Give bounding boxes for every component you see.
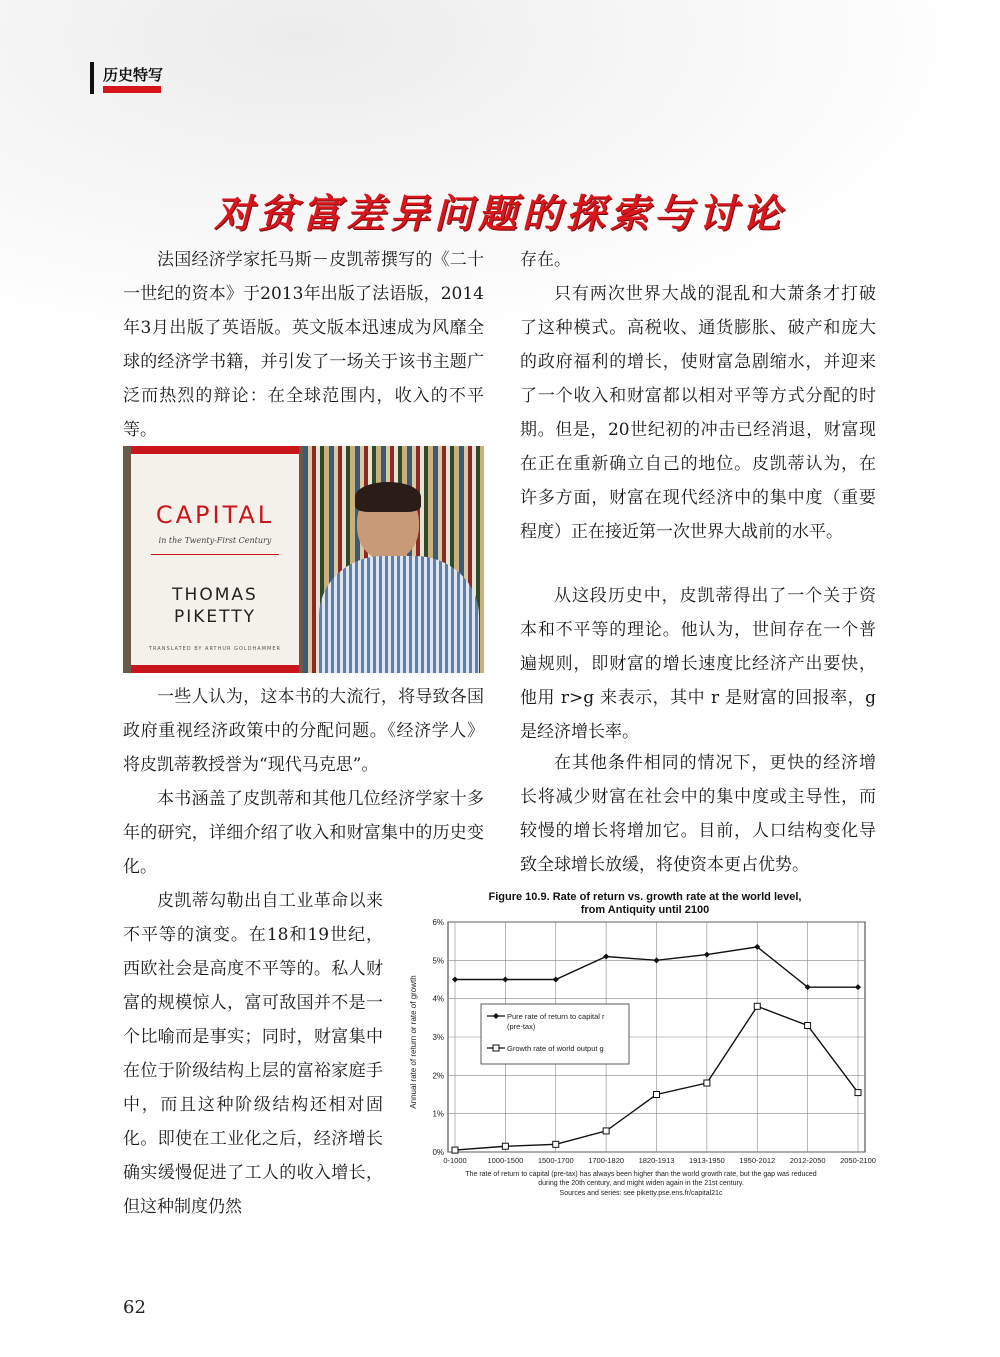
- data-point-growth-g: [855, 1090, 861, 1096]
- y-tick-label: 4%: [432, 994, 444, 1004]
- x-tick-labels: [443, 1156, 876, 1165]
- x-tick-label: 1700-1820: [588, 1156, 625, 1165]
- data-point-return-r: [855, 984, 861, 990]
- article-title: 对贫富差异问题的探索与讨论: [213, 192, 786, 237]
- data-point-growth-g: [754, 1003, 760, 1009]
- chart-title-line-1: Figure 10.9. Rate of return vs. growth rate at the world level,: [488, 891, 802, 903]
- chart-figure: [405, 884, 876, 1206]
- chart-legend: [481, 1004, 629, 1064]
- legend-label-growth-g: Growth rate of world output g: [507, 1044, 604, 1053]
- y-tick-label: 3%: [432, 1033, 444, 1042]
- data-point-return-r: [603, 954, 609, 960]
- data-point-return-r: [654, 957, 660, 963]
- data-point-growth-g: [553, 1141, 559, 1147]
- book-subtitle: in the Twenty-First Century: [158, 536, 272, 545]
- paragraph-theory: 从这段历史中，皮凯蒂得出了一个关于资本和不平等的理论。他认为，世间存在一个普遍规则，即财富的增长速度比经济产出要快，他用 r>g 来表示，其中 r 是财富的回报率，g 是经济增长率。: [520, 586, 876, 742]
- x-tick-label: 1000-1500: [487, 1156, 524, 1165]
- y-tick-label: 0%: [432, 1148, 444, 1157]
- data-point-return-r: [553, 977, 559, 983]
- paragraph-continued: 存在。: [520, 250, 571, 270]
- book-title: CAPITAL: [155, 501, 275, 529]
- legend-marker-growth-g: [493, 1045, 499, 1051]
- line-chart: [405, 884, 876, 1206]
- author-portrait: [319, 486, 469, 673]
- x-tick-label: 1820-1913: [638, 1156, 675, 1165]
- book-photo: [123, 446, 484, 673]
- y-tick-labels: [432, 918, 444, 1157]
- data-point-growth-g: [452, 1147, 458, 1153]
- x-tick-label: 1913-1950: [688, 1156, 725, 1165]
- paragraph-history: 皮凯蒂勾勒出自工业革命以来不平等的演变。在18和19世纪，西欧社会是高度不平等的。私人财富的规模惊人，富可敌国并不是一个比喻而是事实；同时，财富集中在位于阶级结构上层的富裕家庭手中，而且这种阶级结构还相对固化。即使在工业化之后，经济增长确实缓慢促进了工人的收入增长，但这种制度仍然: [123, 891, 383, 1217]
- chart-note-line-2: during the 20th century, and might widen again in the 21st century.: [538, 1180, 744, 1187]
- x-tick-label: 1500-1700: [537, 1156, 574, 1165]
- data-point-growth-g: [603, 1128, 609, 1134]
- y-tick-label: 1%: [432, 1109, 444, 1119]
- paragraph-wars: 只有两次世界大战的混乱和大萧条才打破了这种模式。高税收、通货膨胀、破产和庞大的政府福利的增长，使财富急剧缩水，并迎来了一个收入和财富都以相对平等方式分配的时期。但是，20世纪初的冲击已经消退，财富现在正在重新确立自己的地位。皮凯蒂认为，在许多方面，财富在现代经济中的集中度（重要程度）正在接近第一次世界大战前的水平。: [520, 284, 876, 542]
- y-tick-label: 2%: [432, 1071, 444, 1081]
- paragraph-coverage: 本书涵盖了皮凯蒂和其他几位经济学家十多年的研究，详细介绍了收入和财富集中的历史变化。: [123, 789, 484, 877]
- y-tick-label: 5%: [432, 956, 444, 966]
- book-translator: TRANSLATED BY ARTHUR GOLDHAMMER: [148, 646, 281, 652]
- x-tick-label: 2050-2100: [840, 1156, 876, 1165]
- data-point-growth-g: [502, 1143, 508, 1149]
- page-number: 62: [123, 1297, 146, 1318]
- x-tick-label: 1950-2012: [739, 1156, 776, 1165]
- legend-label-return-r-note: (pre-tax): [507, 1022, 536, 1031]
- x-tick-label: 0-1000: [443, 1156, 467, 1165]
- chart-sources: Sources and series: see piketty.pse.ens.fr/capital21c: [559, 1190, 723, 1197]
- section-label: 历史特写: [103, 66, 164, 84]
- section-marker: [90, 62, 94, 94]
- data-point-return-r: [704, 952, 710, 958]
- data-point-growth-g: [704, 1080, 710, 1086]
- paragraph-intro: 法国经济学家托马斯－皮凯蒂撰写的《二十一世纪的资本》于2013年出版了法语版，2014年3月出版了英语版。英文版本迅速成为风靡全球的经济学书籍，并引发了一场关于该书主题广泛而热烈的辩论：在全球范围内，收入的不平等。: [123, 250, 484, 440]
- y-axis-label: Annual rate of return or rate of growth: [409, 975, 418, 1109]
- legend-label-return-r: Pure rate of return to capital r: [507, 1012, 605, 1021]
- chart-note-line-1: The rate of return to capital (pre-tax) has always been higher than the world growth rate, but the gap was reduced: [465, 1171, 817, 1178]
- data-point-return-r: [452, 977, 458, 983]
- paragraph-growth: 在其他条件相同的情况下，更快的经济增长将减少财富在社会中的集中度或主导性，而较慢的增长将增加它。目前，人口结构变化导致全球增长放缓，将使资本更占优势。: [520, 753, 876, 875]
- chart-title-line-2: from Antiquity until 2100: [580, 904, 710, 916]
- paragraph-reception: 一些人认为，这本书的大流行，将导致各国政府重视经济政策中的分配问题。《经济学人》将皮凯蒂教授誉为“现代马克思”。: [123, 687, 484, 775]
- data-point-return-r: [502, 977, 508, 983]
- y-tick-label: 6%: [432, 918, 444, 927]
- book-author: THOMAS PIKETTY: [172, 585, 258, 627]
- data-point-growth-g: [805, 1023, 811, 1029]
- x-tick-label: 2012-2050: [789, 1156, 826, 1165]
- section-underline: [103, 86, 161, 93]
- data-point-growth-g: [654, 1092, 660, 1098]
- book-cover: [131, 446, 299, 673]
